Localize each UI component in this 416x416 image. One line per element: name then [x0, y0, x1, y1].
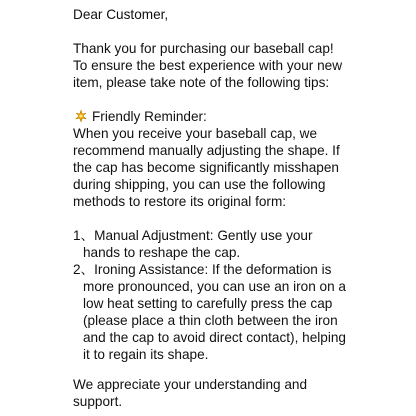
- intro-line: Thank you for purchasing our baseball cap!: [73, 41, 334, 56]
- closing-line: We appreciate your understanding and: [73, 377, 308, 392]
- tip-line: hands to reshape the cap.: [83, 245, 241, 260]
- tip-line: more pronounced, you can use an iron on a: [83, 279, 346, 294]
- reminder-line: When you receive your baseball cap, we: [73, 126, 318, 141]
- tip-line: (please place a thin cloth between the iron: [83, 313, 338, 328]
- intro-line: item, please take note of the following tips:: [73, 75, 330, 90]
- reminder-line: the cap has become significantly misshapen: [73, 160, 339, 175]
- reminder-line: methods to restore its original form:: [73, 194, 287, 209]
- tip-line: 2、Ironing Assistance: If the deformation is: [73, 262, 332, 277]
- tip-line: low heat setting to carefully press the cap: [83, 296, 333, 311]
- reminder-heading-row: [73, 108, 207, 125]
- tip-line: and the cap to avoid direct contact), helping: [83, 330, 346, 345]
- reminder-heading: Friendly Reminder:: [92, 109, 207, 124]
- tip-line: it to regain its shape.: [83, 347, 209, 362]
- intro-line: To ensure the best experience with your new: [73, 58, 343, 73]
- sparkle-icon: [73, 109, 89, 123]
- reminder-line: recommend manually adjusting the shape. If: [73, 143, 340, 158]
- tip-line: 1、Manual Adjustment: Gently use your: [73, 228, 313, 243]
- reminder-line: during shipping, you can use the following: [73, 177, 326, 192]
- greeting: Dear Customer,: [73, 7, 169, 22]
- closing-line: support.: [73, 394, 123, 409]
